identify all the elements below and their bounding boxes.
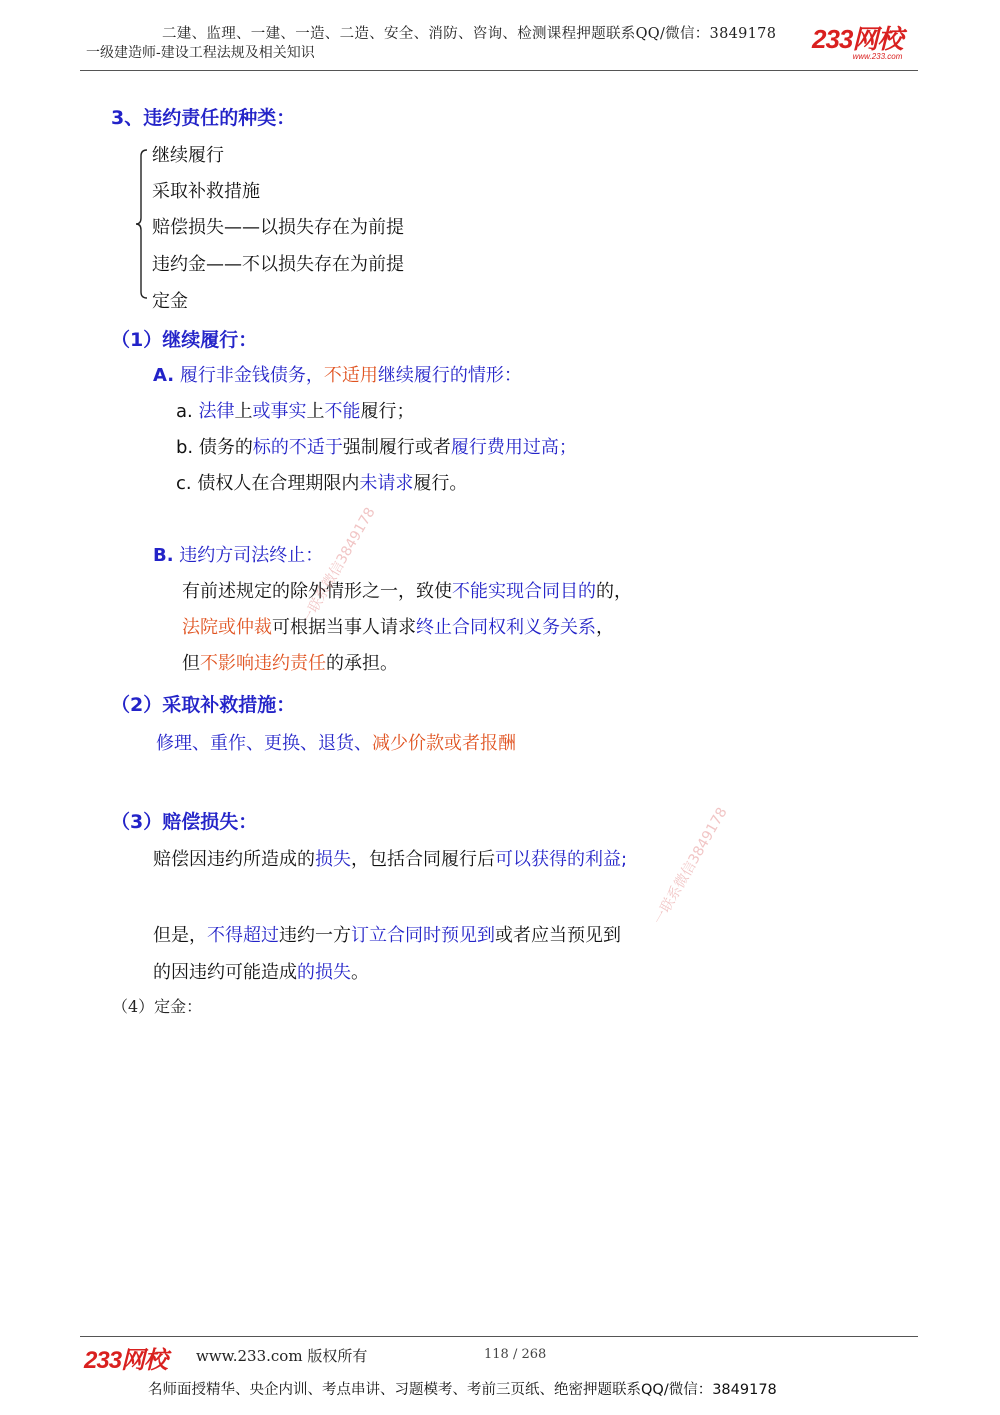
text-segment: 的承担。 [326, 653, 398, 674]
part4-title: （4）定金： [112, 997, 203, 1016]
text-segment: a. [176, 401, 199, 422]
text-segment: 标的不适于 [252, 437, 343, 458]
list-item: 继续履行 [152, 145, 224, 166]
part2-line [156, 729, 516, 755]
part1-item-a [176, 397, 414, 423]
text-segment: 上 [306, 401, 325, 422]
header-logo [812, 26, 902, 61]
part1-item-b [176, 433, 577, 459]
text-segment: 法律 [198, 401, 235, 422]
text-segment: 但是， [153, 925, 207, 946]
text-segment: 损失 [315, 849, 351, 870]
part2-title: （2）采取补救措施： [111, 694, 296, 716]
footer-url: www.233.com 版权所有 [196, 1347, 368, 1365]
text-segment: 有前述规定的除外情形之一，致使 [182, 581, 452, 602]
list-item: 赔偿损失——以损失存在为前提 [152, 217, 404, 238]
text-segment: 或者应当预见到 [495, 925, 621, 946]
text-segment: 的损失 [297, 962, 351, 983]
header-logo-text: 233网校 [812, 24, 903, 54]
text-segment: 不能实现合同目的 [452, 581, 596, 602]
text-segment: 可根据当事人请求 [272, 617, 416, 638]
part3-line3 [153, 958, 369, 984]
text-segment: 赔偿因违约所造成的 [153, 849, 315, 870]
part1-b-para-line3 [182, 649, 398, 675]
list-item: 采取补救措施 [152, 181, 260, 202]
text-segment: 履行费用过高； [450, 437, 577, 458]
list-item: 违约金——不以损失存在为前提 [152, 254, 404, 275]
text-segment: 订立合同时预见到 [351, 925, 495, 946]
header-top-line: 二建、监理、一建、一造、二造、安全、消防、咨询、检测课程押题联系QQ/微信：3849178 [162, 26, 777, 42]
text-segment: 。 [351, 962, 369, 983]
part1-a-line [153, 361, 522, 387]
text-segment: ，包括合同履行后 [351, 849, 495, 870]
text-segment: 履行。 [413, 473, 468, 494]
text-segment: 但 [182, 653, 200, 674]
text-segment: 法院或仲裁 [182, 617, 272, 638]
text-segment: 的， [596, 581, 632, 602]
text-segment: 违约一方 [279, 925, 351, 946]
text-segment: 上 [234, 401, 253, 422]
section-title: 3、违约责任的种类： [111, 107, 296, 129]
text-segment: 继续履行的情形： [377, 365, 522, 386]
text-segment: 履行非金钱债务， [179, 365, 324, 386]
text-segment: 修理、重作、更换、退货、 [156, 733, 372, 754]
header-divider [80, 70, 918, 71]
text-segment: 强制履行或者 [342, 437, 451, 458]
footer-bottom-line: 名师面授精华、央企内训、考点串讲、习题模考、考前三页纸、绝密押题联系QQ/微信：3849178 [148, 1382, 777, 1398]
text-segment: 不适用 [323, 365, 378, 386]
page-number: 118 / 268 [484, 1347, 547, 1362]
header-logo-url: www.233.com [852, 52, 903, 61]
part3-line2 [153, 921, 621, 947]
brace-bracket [136, 148, 148, 300]
text-segment: 违约方司法终止： [179, 545, 324, 566]
text-segment: 不影响违约责任 [200, 653, 326, 674]
text-segment: ， [596, 617, 614, 638]
part1-b-letter: B. [153, 545, 174, 566]
footer-divider [80, 1336, 918, 1337]
watermark: 一联系微信3849178 [650, 804, 731, 928]
text-segment: 或事实 [252, 401, 307, 422]
text-segment: 不得超过 [207, 925, 279, 946]
part1-b-para-line2 [182, 613, 614, 639]
part3-line1 [153, 845, 627, 871]
part1-b-line [153, 541, 323, 567]
part1-item-c [176, 469, 467, 495]
text-segment: 的因违约可能造成 [153, 962, 297, 983]
list-item: 定金 [152, 291, 188, 312]
part1-b-para-line1 [182, 577, 632, 603]
watermark: 一联系微信3849178 [298, 504, 379, 628]
text-segment: 终止合同权利义务关系 [416, 617, 596, 638]
header-subtitle: 一级建造师-建设工程法规及相关知识 [86, 45, 315, 61]
part1-a-letter: A. [153, 365, 175, 386]
text-segment: 减少价款或者报酬 [372, 733, 516, 754]
part1-title: （1）继续履行： [111, 329, 258, 351]
text-segment: 不能 [324, 401, 361, 422]
footer-logo: 233网校 [84, 1347, 168, 1374]
part3-title: （3）赔偿损失： [111, 811, 258, 833]
text-segment: 履行； [360, 401, 415, 422]
text-segment: 可以获得的利益; [495, 849, 628, 870]
text-segment: b. 债务的 [176, 437, 253, 458]
text-segment: 未请求 [359, 473, 414, 494]
text-segment: c. 债权人在合理期限内 [176, 473, 360, 494]
